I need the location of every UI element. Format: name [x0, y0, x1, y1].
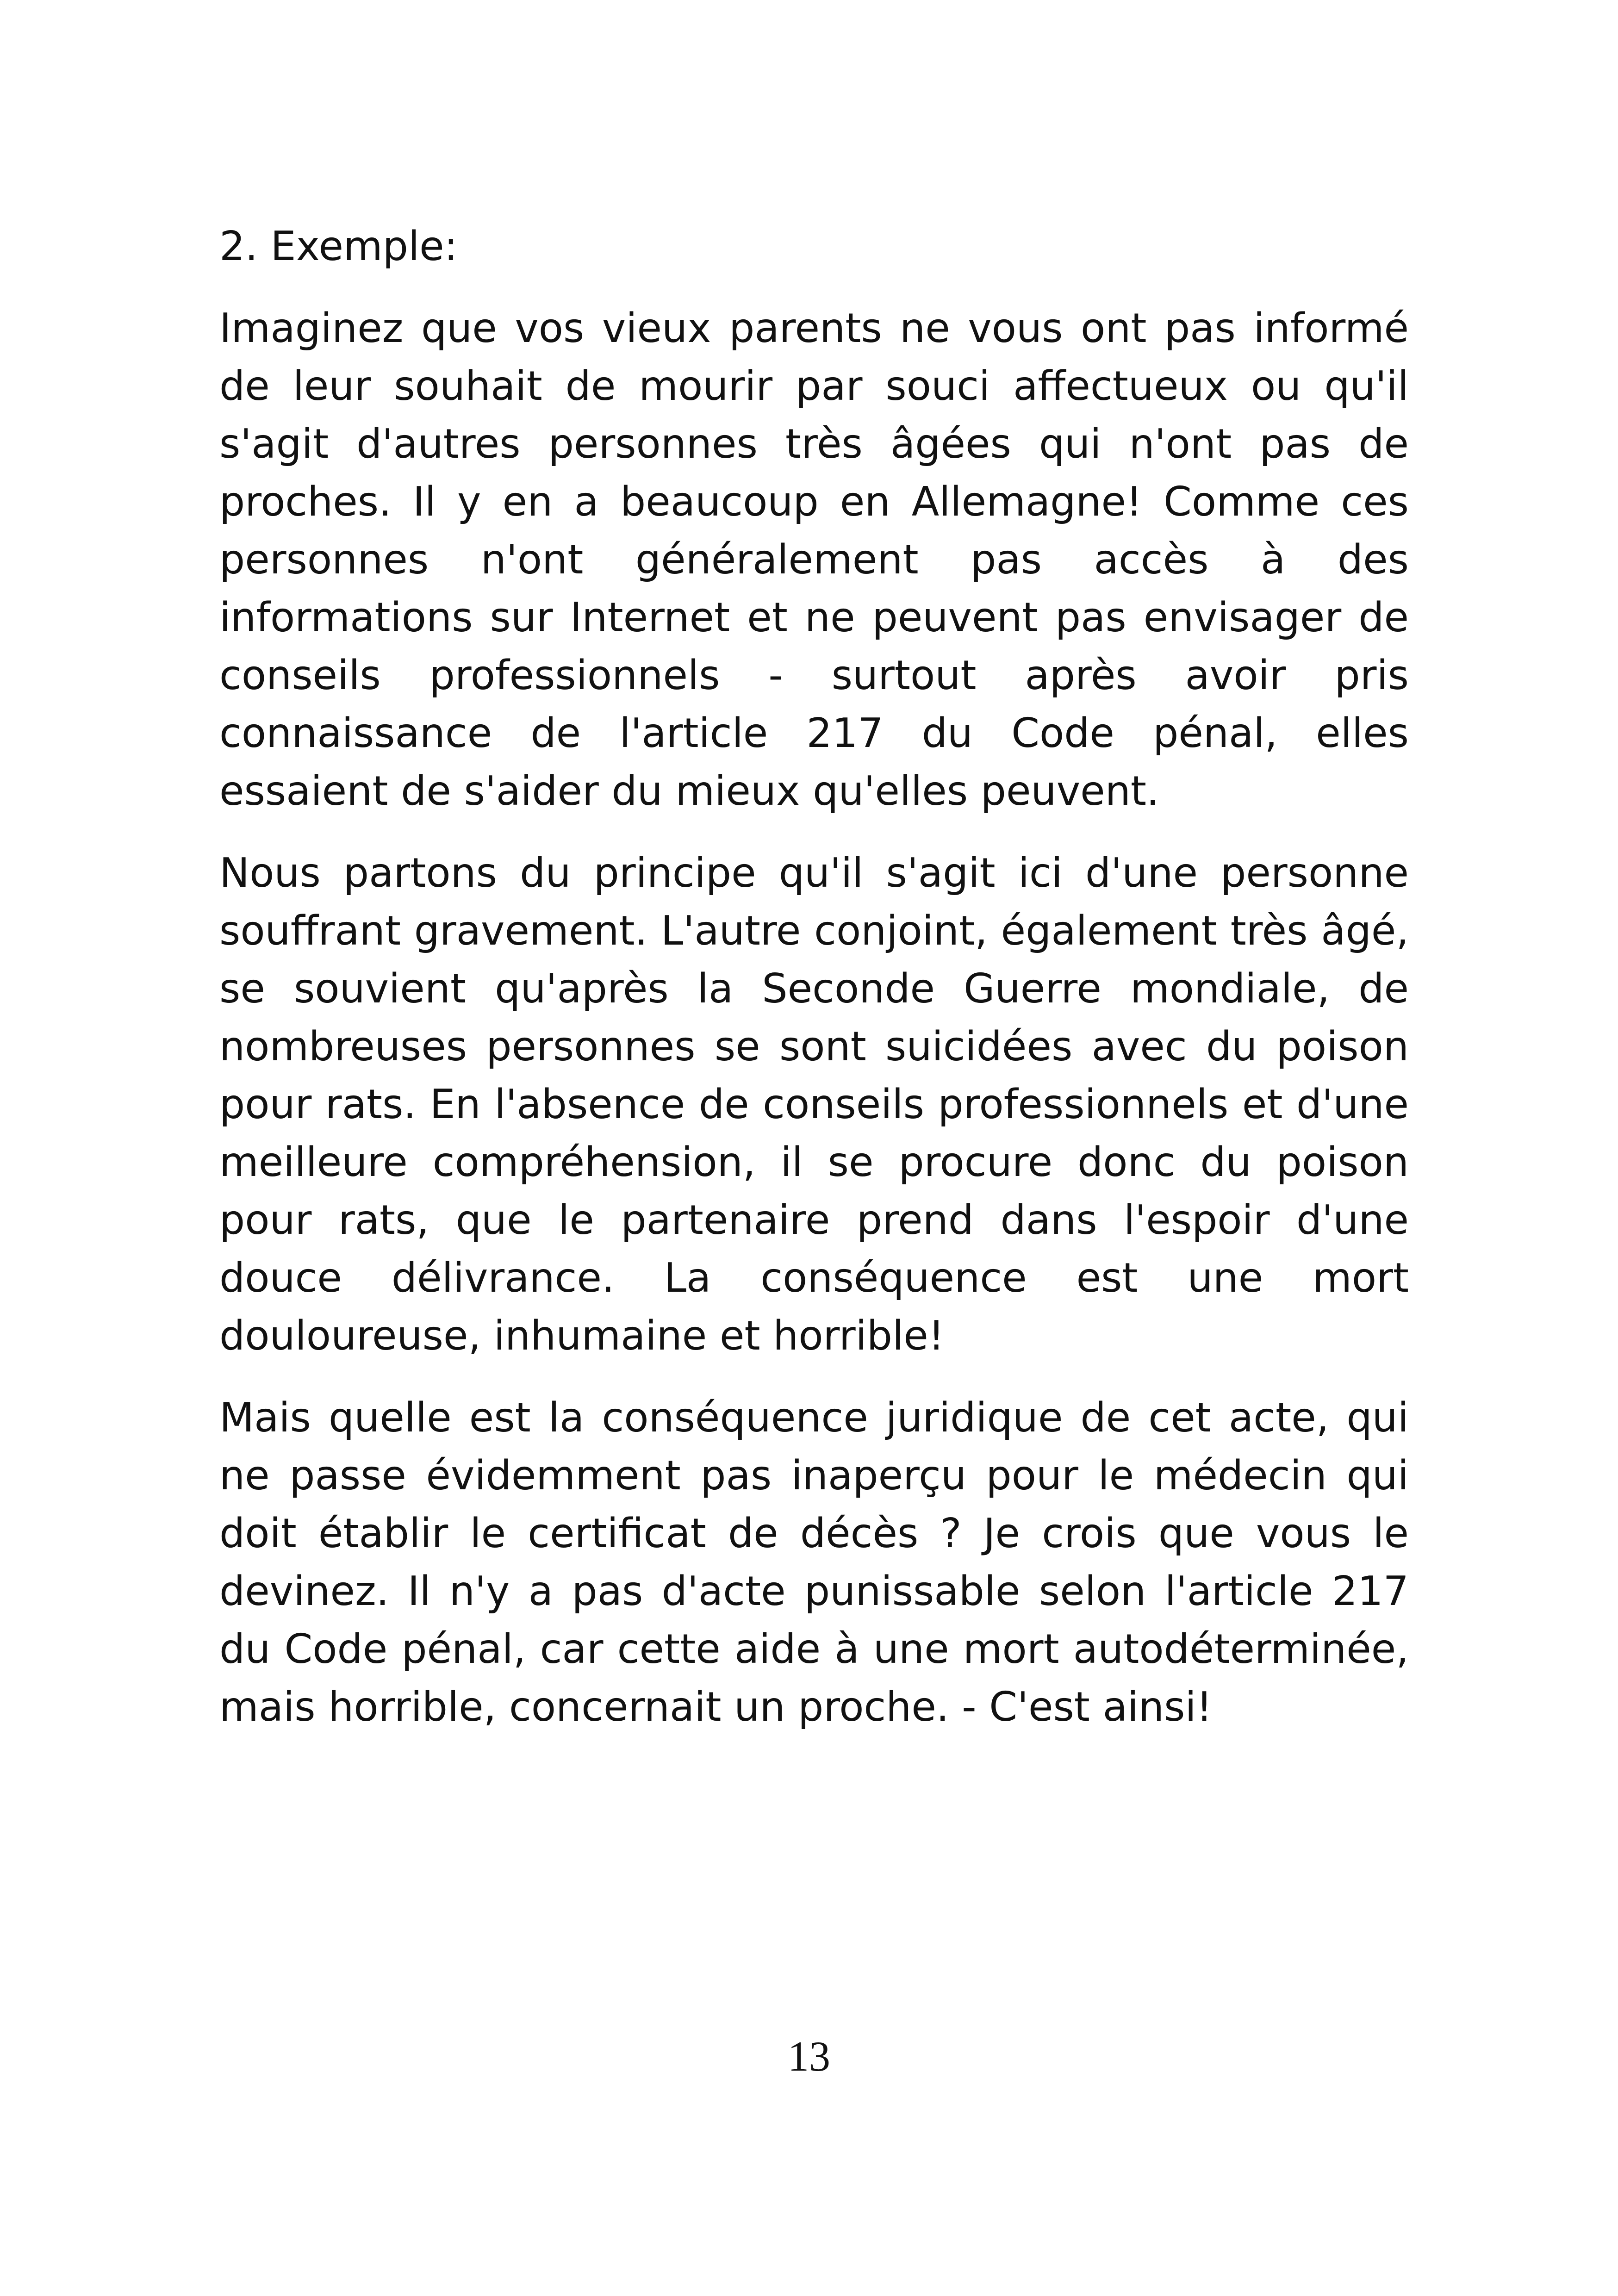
page-number: 13 [788, 2033, 830, 2080]
paragraph-3: Mais quelle est la conséquence juridique de cet acte, qui ne passe évidemment pas inaperçu pour le médecin qui doit établir le certificat de décès ? Je crois que vous le devinez. Il n'y a pas d'acte punissable selon l'article 217 du Code pénal, car cette aide à une mort autodéterminée, mais horrible, concernait un proche. - C'est ainsi! [219, 1394, 1409, 1730]
paragraph-1: Imaginez que vos vieux parents ne vous ont pas informé de leur souhait de mourir par souci affectueux ou qu'il s'agit d'autres personnes très âgées qui n'ont pas de proches. Il y en a beaucoup en Allemagne! Comme ces personnes n'ont généralement pas accès à des informations sur Internet et ne peuvent pas envisager de conseils professionnels - surtout après avoir pris connaissance de l'article 217 du Code pénal, elles essaient de s'aider du mieux qu'elles peuvent. [219, 305, 1409, 815]
page-body [219, 218, 1409, 1760]
paragraph-2: Nous partons du principe qu'il s'agit ici d'une personne souffrant gravement. L'autre conjoint, également très âgé, se souvient qu'après la Seconde Guerre mondiale, de nombreuses personnes se sont suicidées avec du poison pour rats. En l'absence de conseils professionnels et d'une meilleure compréhension, il se procure donc du poison pour rats, que le partenaire prend dans l'espoir d'une douce délivrance. La conséquence est une mort douloureuse, inhumaine et horrible! [219, 849, 1409, 1359]
section-heading: 2. Exemple: [219, 223, 458, 270]
